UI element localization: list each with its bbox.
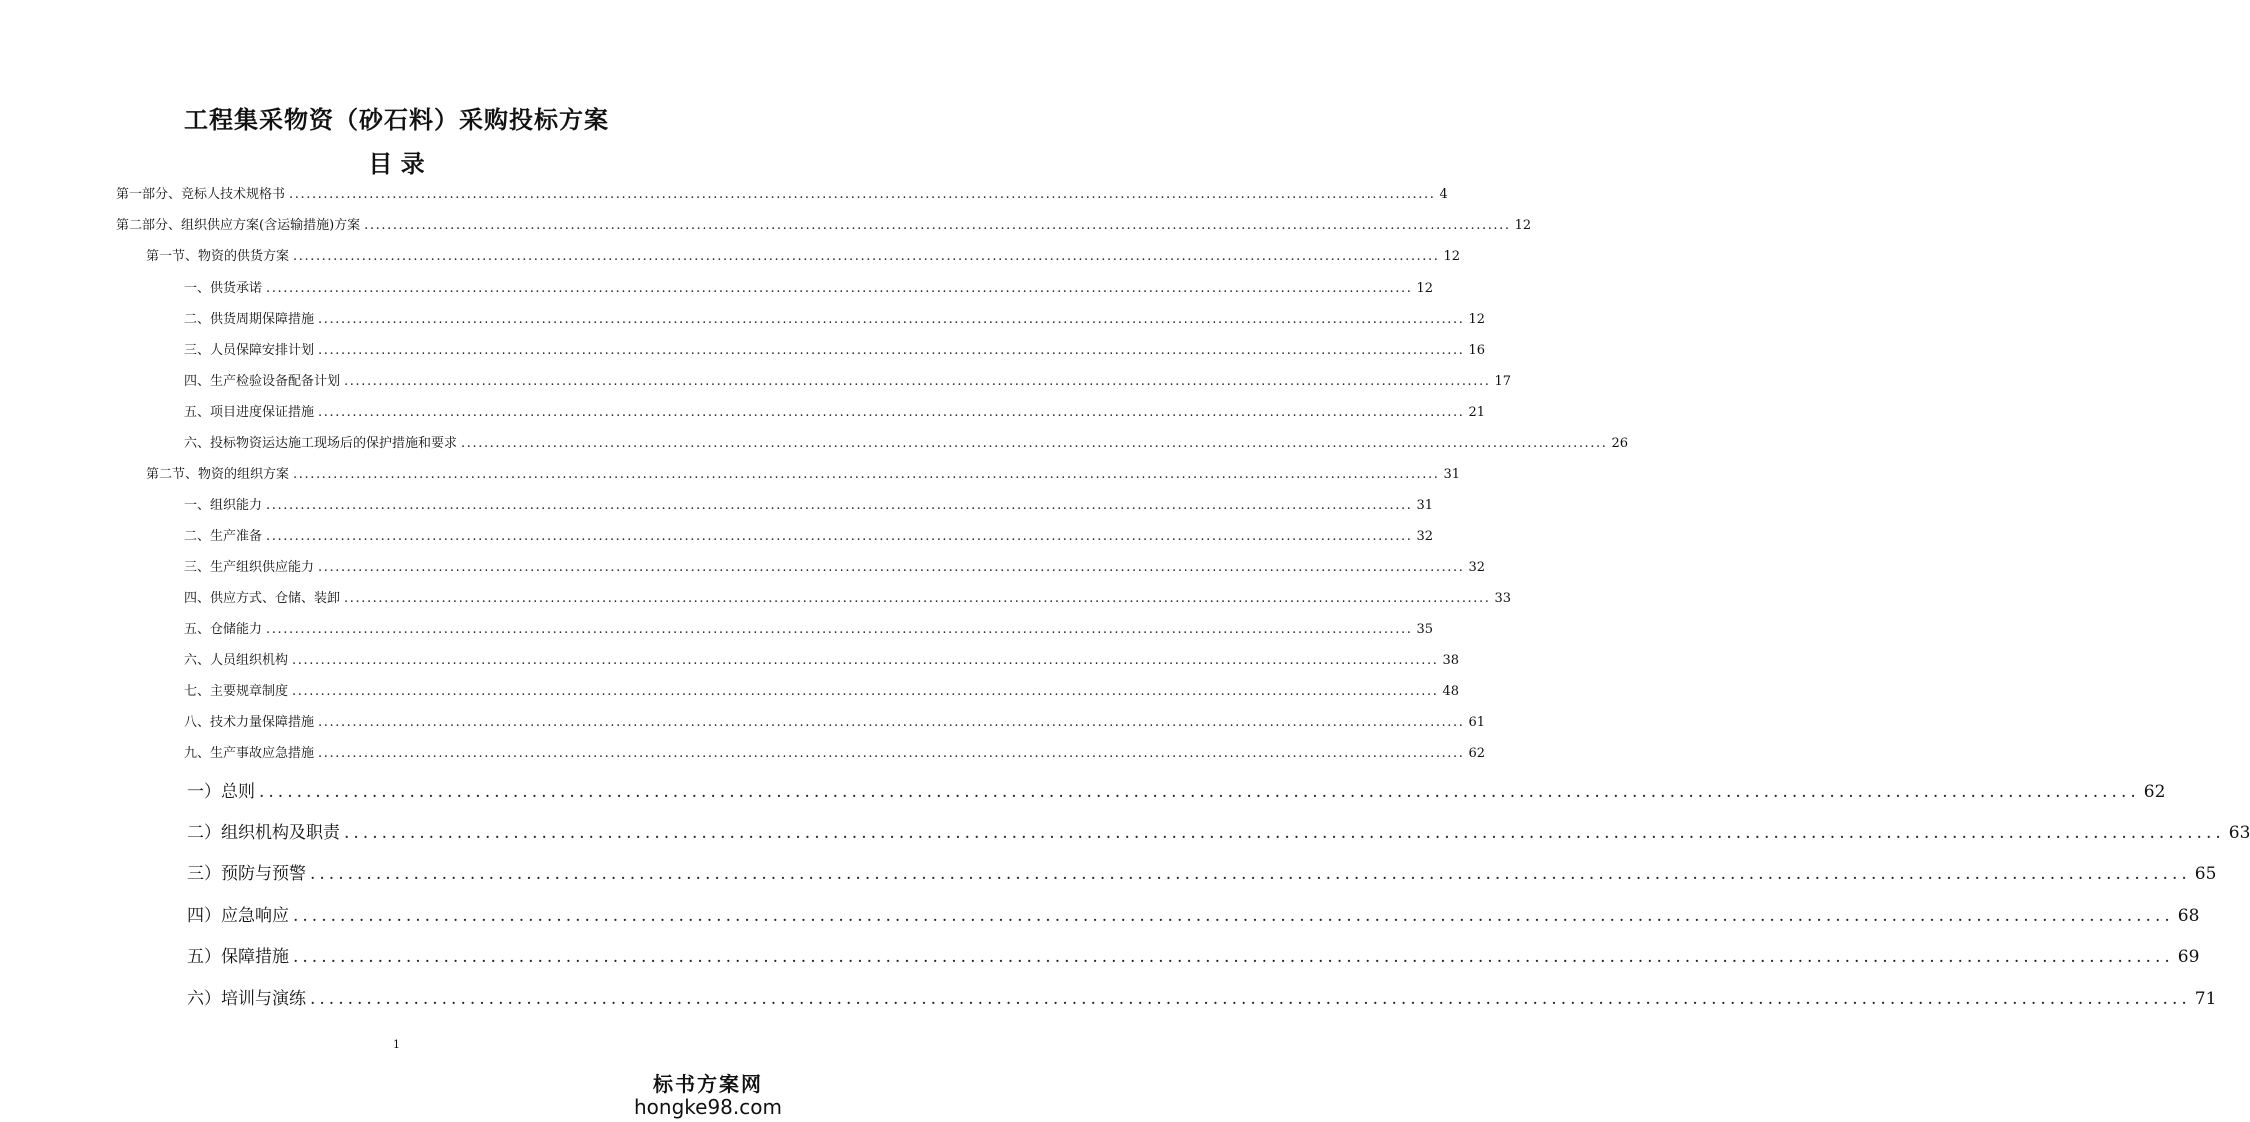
toc-dot-leader: ........................................................................................................................................................................................................ bbox=[292, 684, 1439, 699]
toc-entry-label: 八、技术力量保障措施 bbox=[184, 715, 315, 730]
toc-entry[interactable] bbox=[187, 862, 2217, 886]
toc-entry[interactable] bbox=[187, 987, 2217, 1011]
toc-entry-label: 第一部分、竞标人技术规格书 bbox=[116, 187, 286, 202]
toc-entry-page: 32 bbox=[1416, 529, 1434, 544]
toc-entry-page: 17 bbox=[1494, 374, 1512, 389]
toc-entry-label: 四、供应方式、仓储、装卸 bbox=[184, 591, 341, 606]
toc-entry-page: 48 bbox=[1442, 684, 1460, 699]
toc-entry-label: 第一节、物资的供货方案 bbox=[146, 249, 290, 264]
toc-entry-label: 第二节、物资的组织方案 bbox=[146, 467, 290, 482]
toc-dot-leader: ........................................................................................................................................................................................................ bbox=[344, 374, 1491, 389]
toc-dot-leader: ........................................................................................................................................................................................................ bbox=[461, 436, 1608, 451]
toc-entry[interactable] bbox=[116, 217, 1532, 235]
toc-entry[interactable] bbox=[187, 904, 2200, 928]
document-title: 工程集采物资（砂石料）采购投标方案 bbox=[184, 105, 609, 134]
toc-dot-leader: ........................................................................................................................................................................................................ bbox=[266, 281, 1413, 296]
toc-entry-page: 68 bbox=[2177, 906, 2200, 926]
toc-entry-page: 31 bbox=[1443, 467, 1461, 482]
toc-entry[interactable] bbox=[116, 186, 1448, 204]
toc-dot-leader: ........................................................................................................................................................................................................ bbox=[293, 906, 2174, 926]
toc-entry[interactable] bbox=[184, 621, 1434, 639]
toc-dot-leader: ........................................................................................................................................................................................................ bbox=[344, 591, 1491, 606]
toc-entry-label: 六、人员组织机构 bbox=[184, 653, 289, 668]
toc-entry-page: 32 bbox=[1468, 560, 1486, 575]
toc-entry-page: 4 bbox=[1439, 187, 1448, 202]
toc-entry[interactable] bbox=[184, 311, 1486, 329]
page-number: 1 bbox=[393, 1038, 400, 1051]
toc-dot-leader: ........................................................................................................................................................................................................ bbox=[293, 249, 1440, 264]
toc-dot-leader: ........................................................................................................................................................................................................ bbox=[318, 405, 1465, 420]
toc-entry-label: 五）保障措施 bbox=[187, 947, 289, 967]
toc-entry[interactable] bbox=[184, 528, 1434, 546]
toc-entry-page: 61 bbox=[1468, 715, 1486, 730]
toc-entry-page: 12 bbox=[1468, 312, 1486, 327]
toc-entry-label: 九、生产事故应急措施 bbox=[184, 746, 315, 761]
toc-entry-page: 21 bbox=[1468, 405, 1486, 420]
toc-entry[interactable] bbox=[184, 373, 1512, 391]
toc-entry-page: 62 bbox=[1468, 746, 1486, 761]
watermark-logo bbox=[633, 1068, 783, 1119]
toc-entry-page: 62 bbox=[2143, 782, 2166, 802]
toc-entry-page: 35 bbox=[1416, 622, 1434, 637]
toc-heading: 目 录 bbox=[368, 149, 425, 178]
toc-entry[interactable] bbox=[187, 945, 2200, 969]
toc-entry-label: 三、生产组织供应能力 bbox=[184, 560, 315, 575]
toc-entry[interactable] bbox=[184, 652, 1460, 670]
toc-entry-label: 二）组织机构及职责 bbox=[187, 823, 340, 843]
toc-entry[interactable] bbox=[184, 559, 1486, 577]
watermark-name: 标书方案网 bbox=[653, 1072, 763, 1096]
toc-entry-label: 二、供货周期保障措施 bbox=[184, 312, 315, 327]
toc-dot-leader: ........................................................................................................................................................................................................ bbox=[292, 653, 1439, 668]
toc-dot-leader: ........................................................................................................................................................................................................ bbox=[293, 947, 2174, 967]
toc-entry-label: 四）应急响应 bbox=[187, 906, 289, 926]
toc-entry[interactable] bbox=[184, 683, 1460, 701]
toc-dot-leader: ........................................................................................................................................................................................................ bbox=[318, 560, 1465, 575]
toc-entry[interactable] bbox=[184, 714, 1486, 732]
toc-entry-label: 四、生产检验设备配备计划 bbox=[184, 374, 341, 389]
toc-entry[interactable] bbox=[187, 780, 2166, 804]
toc-entry-page: 71 bbox=[2194, 989, 2217, 1009]
toc-entry-label: 三、人员保障安排计划 bbox=[184, 343, 315, 358]
toc-entry-label: 第二部分、组织供应方案(含运输措施)方案 bbox=[116, 218, 361, 233]
toc-dot-leader: ........................................................................................................................................................................................................ bbox=[318, 715, 1465, 730]
toc-entry-page: 65 bbox=[2194, 864, 2217, 884]
toc-entry-label: 三）预防与预警 bbox=[187, 864, 306, 884]
toc-entry-page: 63 bbox=[2228, 823, 2250, 843]
toc-entry-label: 一）总则 bbox=[187, 782, 255, 802]
toc-entry-page: 12 bbox=[1514, 218, 1532, 233]
toc-entry-page: 69 bbox=[2177, 947, 2200, 967]
toc-entry[interactable] bbox=[184, 342, 1486, 360]
toc-entry[interactable] bbox=[184, 745, 1486, 763]
toc-dot-leader: ........................................................................................................................................................................................................ bbox=[310, 989, 2191, 1009]
toc-dot-leader: ........................................................................................................................................................................................................ bbox=[364, 218, 1511, 233]
toc-entry-page: 26 bbox=[1611, 436, 1629, 451]
toc-entry-page: 12 bbox=[1416, 281, 1434, 296]
toc-dot-leader: ........................................................................................................................................................................................................ bbox=[293, 467, 1440, 482]
toc-entry[interactable] bbox=[184, 497, 1434, 515]
toc-entry[interactable] bbox=[146, 248, 1461, 266]
toc-entry-page: 16 bbox=[1468, 343, 1486, 358]
toc-dot-leader: ........................................................................................................................................................................................................ bbox=[266, 622, 1413, 637]
toc-dot-leader: ........................................................................................................................................................................................................ bbox=[259, 782, 2140, 802]
toc-entry-page: 33 bbox=[1494, 591, 1512, 606]
toc-entry-label: 一、供货承诺 bbox=[184, 281, 263, 296]
toc-entry-page: 12 bbox=[1443, 249, 1461, 264]
toc-dot-leader: ........................................................................................................................................................................................................ bbox=[344, 823, 2225, 843]
toc-dot-leader: ........................................................................................................................................................................................................ bbox=[310, 864, 2191, 884]
toc-dot-leader: ........................................................................................................................................................................................................ bbox=[266, 498, 1413, 513]
toc-entry-page: 38 bbox=[1442, 653, 1460, 668]
toc-dot-leader: ........................................................................................................................................................................................................ bbox=[318, 343, 1465, 358]
toc-entry-label: 二、生产准备 bbox=[184, 529, 263, 544]
toc-entry-label: 七、主要规章制度 bbox=[184, 684, 289, 699]
toc-entry-page: 31 bbox=[1416, 498, 1434, 513]
toc-entry-label: 一、组织能力 bbox=[184, 498, 263, 513]
toc-entry[interactable] bbox=[184, 404, 1486, 422]
toc-dot-leader: ........................................................................................................................................................................................................ bbox=[289, 187, 1436, 202]
toc-entry-label: 五、项目进度保证措施 bbox=[184, 405, 315, 420]
toc-entry-label: 六、投标物资运达施工现场后的保护措施和要求 bbox=[184, 436, 458, 451]
toc-entry-label: 六）培训与演练 bbox=[187, 989, 306, 1009]
toc-entry[interactable] bbox=[187, 821, 2250, 845]
toc-entry[interactable] bbox=[146, 466, 1461, 484]
watermark-url: hongke98.com bbox=[634, 1095, 782, 1119]
toc-entry-label: 五、仓储能力 bbox=[184, 622, 263, 637]
toc-dot-leader: ........................................................................................................................................................................................................ bbox=[266, 529, 1413, 544]
toc-entry[interactable] bbox=[184, 435, 1629, 453]
toc-entry[interactable] bbox=[184, 590, 1512, 608]
toc-dot-leader: ........................................................................................................................................................................................................ bbox=[318, 746, 1465, 761]
toc-entry[interactable] bbox=[184, 280, 1434, 298]
toc-dot-leader: ........................................................................................................................................................................................................ bbox=[318, 312, 1465, 327]
